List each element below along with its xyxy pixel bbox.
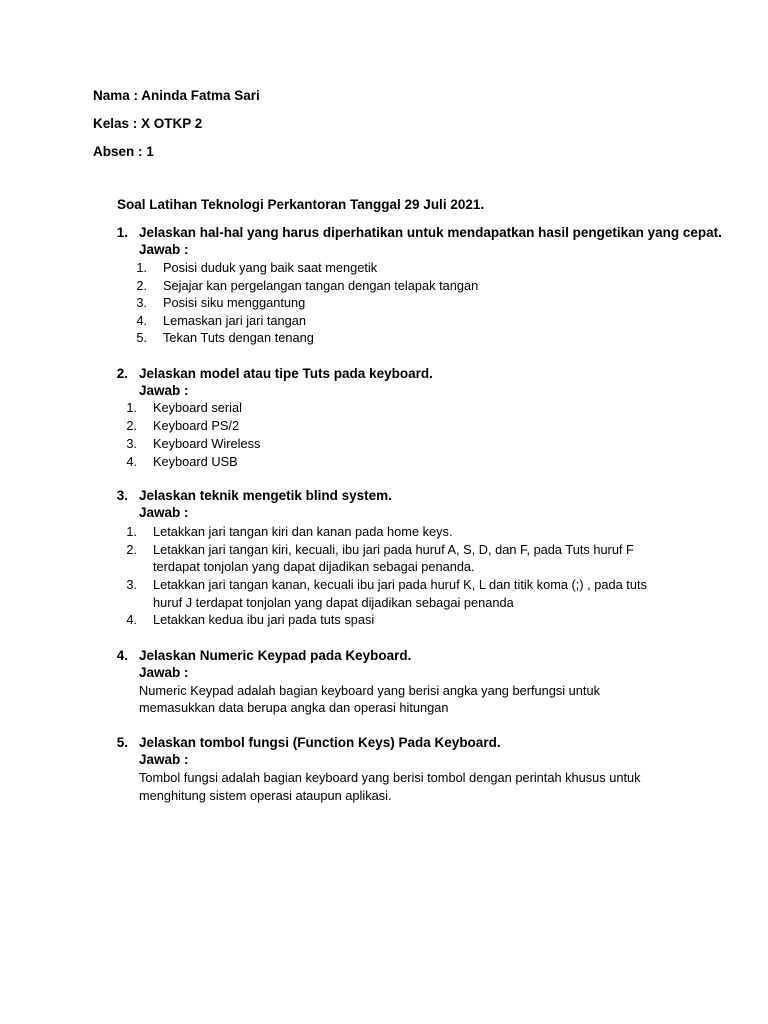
answer-text: Numeric Keypad adalah bagian keyboard yang berisi angka yang berfungsi untuk: [139, 683, 600, 698]
answer-text: Tombol fungsi adalah bagian keyboard yang berisi tombol dengan perintah khusus untuk: [139, 770, 641, 785]
list-item: Keyboard serial: [153, 400, 242, 415]
list-item-continuation: terdapat tonjolan yang dapat dijadikan sebagai penanda.: [153, 559, 475, 574]
answer-text: memasukkan data berupa angka dan operasi hitungan: [139, 700, 449, 715]
list-item-number: 4.: [126, 454, 137, 469]
list-item: Lemaskan jari jari tangan: [163, 313, 306, 328]
answer-label: Jawab :: [139, 665, 189, 680]
list-item-number: 2.: [136, 278, 147, 293]
question-text: Jelaskan hal-hal yang harus diperhatikan untuk mendapatkan hasil pengetikan yang cepat.: [139, 225, 722, 240]
list-item-number: 2.: [126, 542, 137, 557]
list-item: Posisi duduk yang baik saat mengetik: [163, 260, 378, 275]
list-item-number: 3.: [126, 436, 137, 451]
question-text: Jelaskan teknik mengetik blind system.: [139, 488, 392, 503]
list-item-number: 4.: [136, 313, 147, 328]
question-number: 1.: [116, 225, 128, 240]
student-name: Nama : Aninda Fatma Sari: [93, 88, 260, 103]
answer-label: Jawab :: [139, 752, 189, 767]
list-item-number: 5.: [136, 330, 147, 345]
list-item-number: 4.: [126, 612, 137, 627]
list-item-number: 2.: [126, 418, 137, 433]
answer-label: Jawab :: [139, 242, 189, 257]
question-number: 5.: [116, 735, 128, 750]
list-item-number: 3.: [126, 577, 137, 592]
list-item: Letakkan jari tangan kiri dan kanan pada home keys.: [153, 524, 453, 539]
answer-label: Jawab :: [139, 505, 189, 520]
list-item: Sejajar kan pergelangan tangan dengan telapak tangan: [163, 278, 479, 293]
list-item-number: 1.: [126, 524, 137, 539]
question-text: Jelaskan tombol fungsi (Function Keys) Pada Keyboard.: [139, 735, 501, 750]
answer-text: menghitung sistem operasi ataupun aplikasi.: [139, 788, 392, 803]
question-number: 2.: [116, 366, 128, 381]
list-item: Keyboard Wireless: [153, 436, 261, 451]
list-item: Letakkan kedua ibu jari pada tuts spasi: [153, 612, 375, 627]
question-number: 4.: [116, 648, 128, 663]
list-item-number: 3.: [136, 295, 147, 310]
list-item: Keyboard USB: [153, 454, 238, 469]
student-class: Kelas : X OTKP 2: [93, 116, 203, 131]
question-text: Jelaskan model atau tipe Tuts pada keyboard.: [139, 366, 433, 381]
student-attendance-number: Absen : 1: [93, 144, 154, 159]
list-item: Keyboard PS/2: [153, 418, 240, 433]
answer-label: Jawab :: [139, 383, 189, 398]
question-text: Jelaskan Numeric Keypad pada Keyboard.: [139, 648, 412, 663]
list-item: Tekan Tuts dengan tenang: [163, 330, 314, 345]
list-item-number: 1.: [126, 400, 137, 415]
list-item: Letakkan jari tangan kanan, kecuali ibu jari pada huruf K, L dan titik koma (;) , pada tuts: [153, 577, 647, 592]
document-title: Soal Latihan Teknologi Perkantoran Tanggal 29 Juli 2021.: [117, 197, 485, 212]
question-number: 3.: [116, 488, 128, 503]
list-item-number: 1.: [136, 260, 147, 275]
list-item: Posisi siku menggantung: [163, 295, 306, 310]
list-item-continuation: huruf J terdapat tonjolan yang dapat dijadikan sebagai penanda: [153, 595, 514, 610]
list-item: Letakkan jari tangan kiri, kecuali, ibu jari pada huruf A, S, D, dan F, pada Tuts huruf F: [153, 542, 634, 557]
